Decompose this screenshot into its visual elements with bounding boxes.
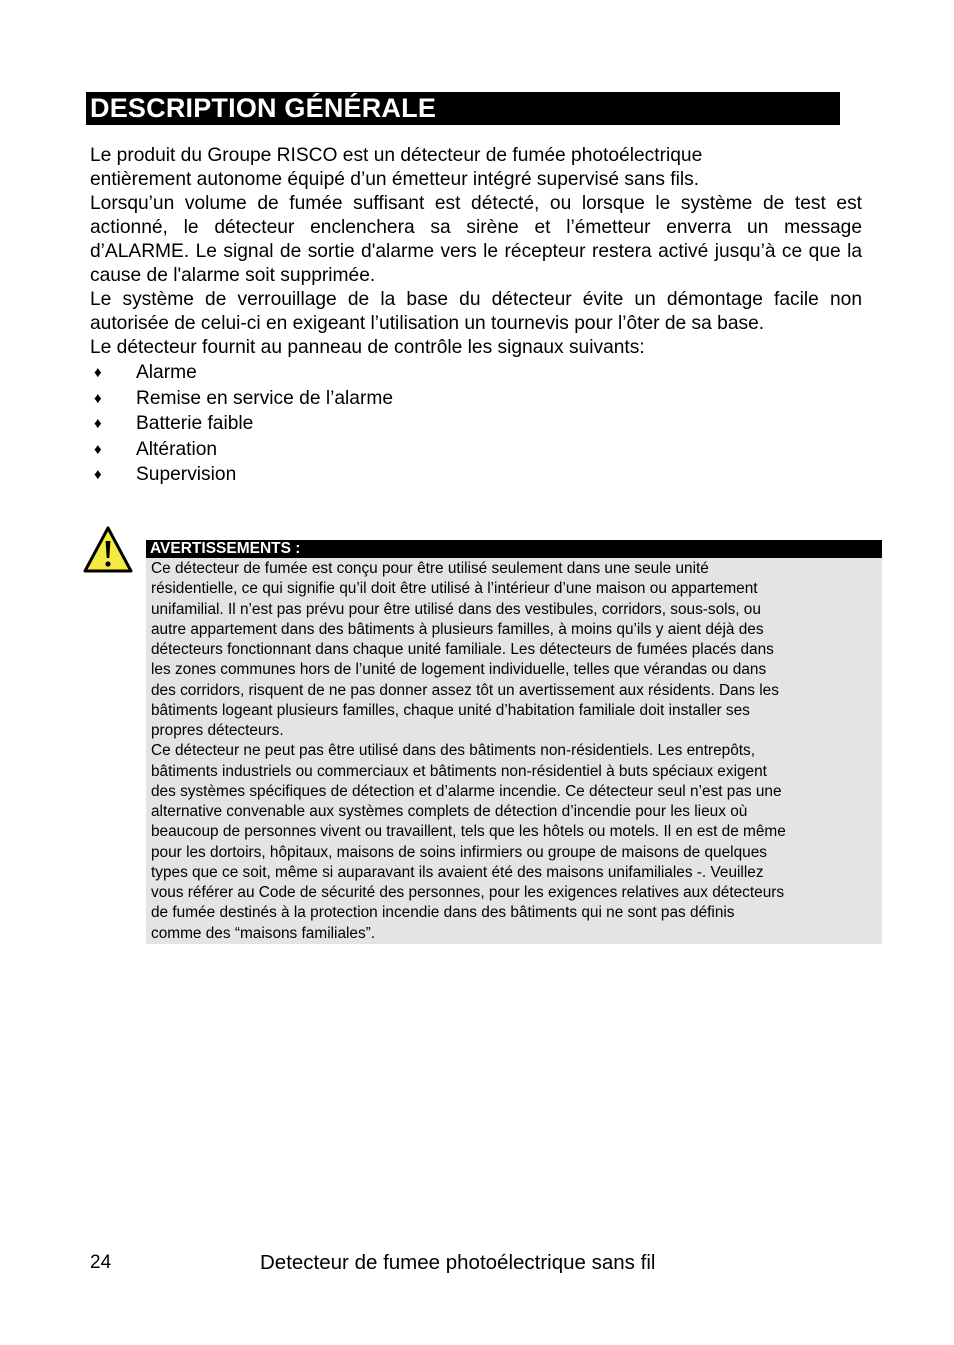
intro-line-2: entièrement autonome équipé d’un émetteur intégré supervisé sans fils. (90, 169, 700, 190)
warning-line: Ce détecteur de fumée est conçu pour être utilisé seulement dans une seule unité (151, 560, 709, 577)
warning-line: beaucoup de personnes vivent ou travaillent, tels que les hôtels ou motels. Il en est de même (151, 823, 786, 841)
warning-line: pour les dortoirs, hôpitaux, maisons de soins infirmiers ou groupe de maisons de quelques (151, 843, 767, 861)
list-item (90, 411, 590, 437)
list-item-label: Alarme (136, 362, 197, 383)
diamond-bullet-icon: ♦ (94, 389, 102, 407)
list-item-label: Supervision (136, 464, 237, 485)
warning-line: des corridors, risquent de ne pas donner assez tôt un avertissement aux résidents. Dans les (151, 681, 779, 699)
warning-line: des systèmes spécifiques de détection et d’alarme incendie. Ce détecteur seul n’est pas une (151, 782, 782, 800)
intro-paragraph-lock: Le système de verrouillage de la base du détecteur évite un démontage facile non autorisée de celui-ci en exigeant l’utilisation un tournevis pour l’ôter de sa base. (90, 289, 862, 334)
diamond-bullet-icon: ♦ (94, 364, 102, 381)
warning-line: bâtiments logeant plusieurs familles, chaque unité d’habitation familiale doit installer ses (151, 701, 750, 719)
warning-line: bâtiments industriels ou commerciaux et bâtiments non-résidentiel à buts spéciaux exigent (151, 762, 767, 780)
warning-line: alternative convenable aux systèmes complets de détection d’incendie pour les lieux où (151, 803, 748, 820)
intro-paragraph-detection: Lorsqu’un volume de fumée suffisant est détecté, ou lorsque le système de test est actionné, le détecteur enclenchera sa sirène et l’émetteur enverra un message d’ALARME. Le signal de sortie d'alarme vers le récepteur restera activé jusqu’à ce que la cause de l'alarme soit supprimée. (90, 193, 862, 286)
intro-text (90, 144, 862, 360)
list-item-label: Altération (136, 438, 218, 460)
warning-title: AVERTISSEMENTS : (146, 540, 882, 558)
warning-line: comme des “maisons familiales”. (151, 924, 376, 942)
warning-line: résidentielle, ce qui signifie qu’il doit être utilisé à l’intérieur d’une maison ou appartement (151, 580, 758, 598)
list-item-label: Batterie faible (136, 413, 254, 434)
list-item-label: Remise en service de l’alarme (136, 387, 393, 409)
intro-paragraph-signals: Le détecteur fournit au panneau de contrôle les signaux suivants: (90, 337, 645, 358)
warning-line: types que ce soit, même si auparavant ils avaient été des maisons unifamiliales -. Veuillez (151, 863, 764, 881)
warning-line: Ce détecteur ne peut pas être utilisé dans des bâtiments non-résidentiels. Les entrepôts, (151, 742, 756, 760)
warning-line: de fumée destinés à la protection incendie dans des bâtiments qui ne sont pas définis (151, 904, 735, 922)
list-item (90, 360, 590, 386)
page-number: 24 (90, 1252, 112, 1273)
list-item (90, 462, 590, 488)
diamond-bullet-icon: ♦ (94, 466, 102, 483)
warning-line: autre appartement dans des bâtiments à plusieurs familles, à moins qu’ils y aient déjà des (151, 620, 764, 638)
signals-list (90, 360, 590, 488)
warning-line: vous référer au Code de sécurité des personnes, pour les exigences relatives aux détecteurs (151, 884, 785, 901)
warning-triangle-icon (83, 525, 133, 575)
warning-line: propres détecteurs. (151, 722, 284, 739)
warning-box (146, 540, 882, 944)
intro-line-1: Le produit du Groupe RISCO est un détecteur de fumée photoélectrique (90, 145, 703, 166)
warning-line: unifamilial. Il n’est pas prévu pour être utilisé dans des vestibules, corridors, sous-sols, ou (151, 600, 761, 618)
warning-text (151, 559, 881, 944)
warning-line: les zones communes hors de l’unité de logement individuelle, telles que vérandas ou dans (151, 661, 767, 679)
warning-line: détecteurs fonctionnant dans chaque unité familiale. Les détecteurs de fumées placés dans (151, 641, 774, 658)
footer-title: Detecteur de fumee photoélectrique sans fil (260, 1251, 656, 1274)
diamond-bullet-icon: ♦ (94, 415, 102, 432)
diamond-bullet-icon: ♦ (94, 440, 102, 458)
section-heading: DESCRIPTION GÉNÉRALE (86, 92, 840, 125)
list-item (90, 386, 590, 412)
list-item (90, 437, 590, 463)
